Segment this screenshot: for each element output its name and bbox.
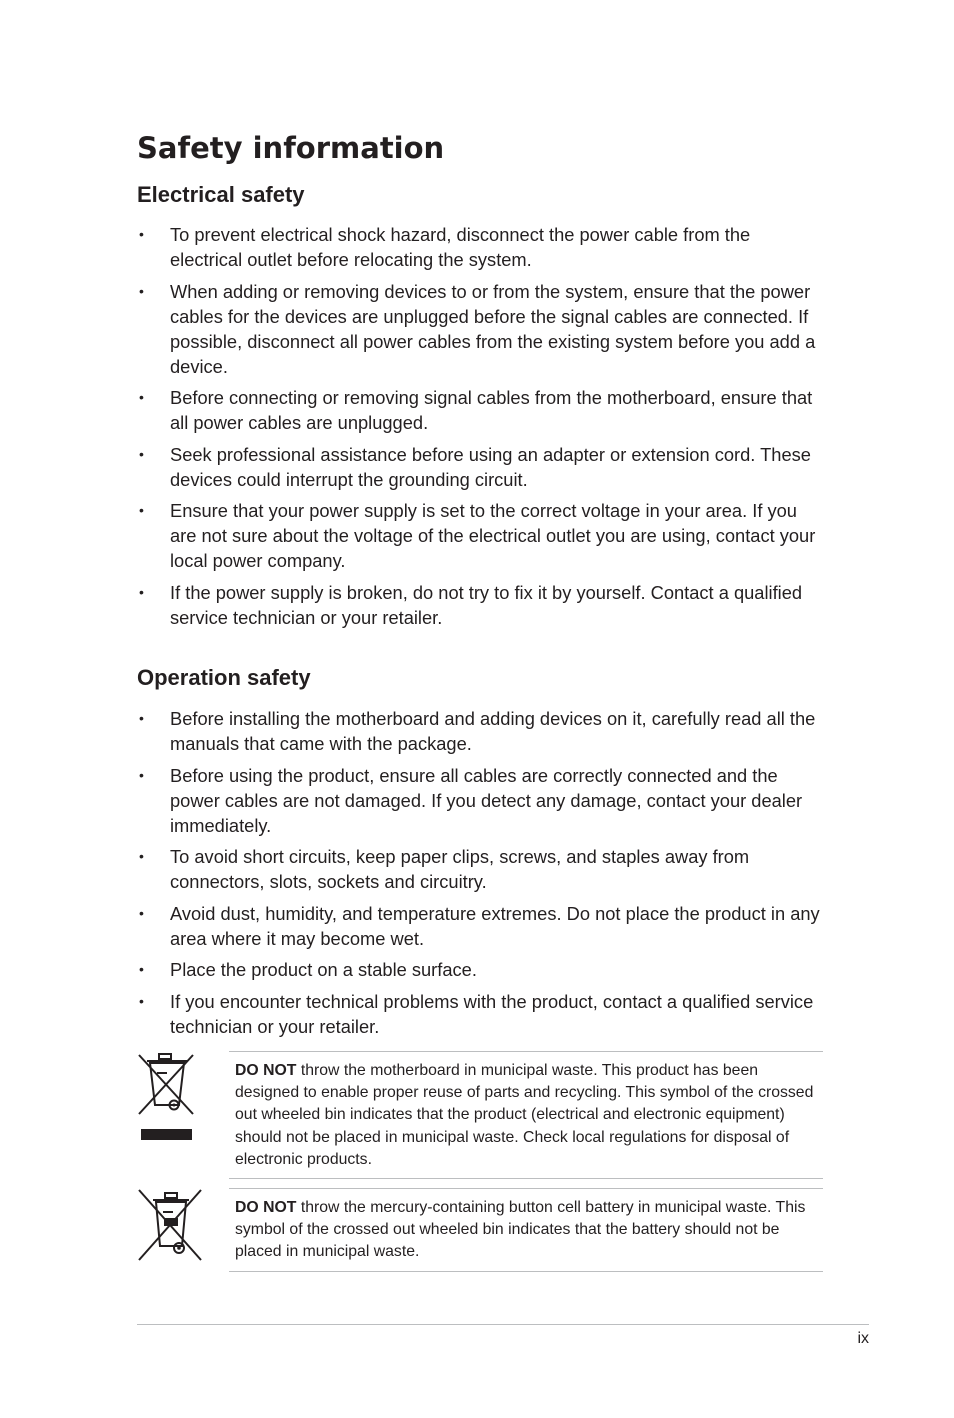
bullet-icon: •: [139, 502, 144, 518]
electrical-safety-list: [137, 222, 827, 636]
operation-safety-heading: Operation safety: [137, 665, 311, 690]
list-item: • Seek professional assistance before using an adapter or extension cord. These devices could interrupt the grounding circuit.: [139, 443, 811, 490]
list-item: • If you encounter technical problems with the product, contact a qualified service technician or your retailer.: [139, 990, 814, 1037]
bullet-icon: •: [139, 961, 144, 977]
bullet-icon: •: [139, 226, 144, 242]
bullet-icon: •: [139, 389, 144, 405]
list-item: • To prevent electrical shock hazard, disconnect the power cable from the electrical outlet before relocating the system.: [139, 224, 751, 270]
battery-disposal-notice: [137, 1188, 823, 1272]
crossed-out-wheeled-bin-icon: [137, 1051, 197, 1145]
bullet-icon: •: [139, 710, 144, 726]
crossed-out-wheeled-bin-battery-icon: [137, 1188, 205, 1264]
list-item: • Place the product on a stable surface.: [139, 959, 477, 980]
list-item: • Before connecting or removing signal cables from the motherboard, ensure that all power cables are unplugged.: [139, 387, 813, 433]
list-item: • Before installing the motherboard and adding devices on it, carefully read all the manuals that came with the package.: [139, 708, 816, 754]
list-item: • To avoid short circuits, keep paper clips, screws, and staples away from connectors, slots, sockets and circuitry.: [139, 846, 750, 892]
bullet-icon: •: [139, 583, 144, 600]
list-item: • If the power supply is broken, do not try to fix it by yourself. Contact a qualified service technician or your retailer.: [139, 581, 803, 628]
bullet-icon: •: [139, 904, 144, 921]
weee-disposal-notice: [137, 1051, 823, 1179]
footer-divider: [137, 1324, 869, 1325]
bullet-icon: •: [139, 992, 144, 1009]
bullet-icon: •: [139, 282, 144, 299]
bullet-icon: •: [139, 445, 144, 462]
notice-text: [229, 1051, 823, 1179]
list-item: • Before using the product, ensure all cables are correctly connected and the power cables are not damaged. If you detect any damage, contact your dealer immediately.: [139, 764, 803, 836]
bullet-icon: •: [139, 848, 144, 864]
notice-text: [229, 1188, 823, 1272]
list-item: • Avoid dust, humidity, and temperature extremes. Do not place the product in any area where it may become wet.: [139, 902, 820, 949]
notice-lead: DO NOT: [235, 1199, 297, 1216]
page-number: ix: [857, 1330, 869, 1347]
list-item: • Ensure that your power supply is set to the correct voltage in your area. If you are not sure about the voltage of the electrical outlet you are using, contact your local power company.: [139, 500, 816, 571]
notice-body: throw the mercury-containing button cell battery in municipal waste. This symbol of the crossed out wheeled bin indicates that the battery should not be placed in municipal waste.: [235, 1199, 806, 1261]
page-title: Safety information: [137, 131, 445, 165]
notice-lead: DO NOT: [235, 1062, 297, 1079]
list-item: • When adding or removing devices to or from the system, ensure that the power cables for the devices are unplugged before the signal cables are connected. If possible, disconnect all power cables from the existing system before you add a device.: [139, 280, 816, 377]
electrical-safety-heading: Electrical safety: [137, 182, 305, 207]
bullet-icon: •: [139, 766, 144, 783]
notice-body: throw the motherboard in municipal waste. This product has been designed to enable proper reuse of parts and recycling. This symbol of the crossed out wheeled bin indicates that the product (electrical and electronic equipment) should not be placed in municipal waste. Check local regulations for disposal of electronic products.: [235, 1062, 814, 1168]
operation-safety-list: [137, 706, 827, 1045]
